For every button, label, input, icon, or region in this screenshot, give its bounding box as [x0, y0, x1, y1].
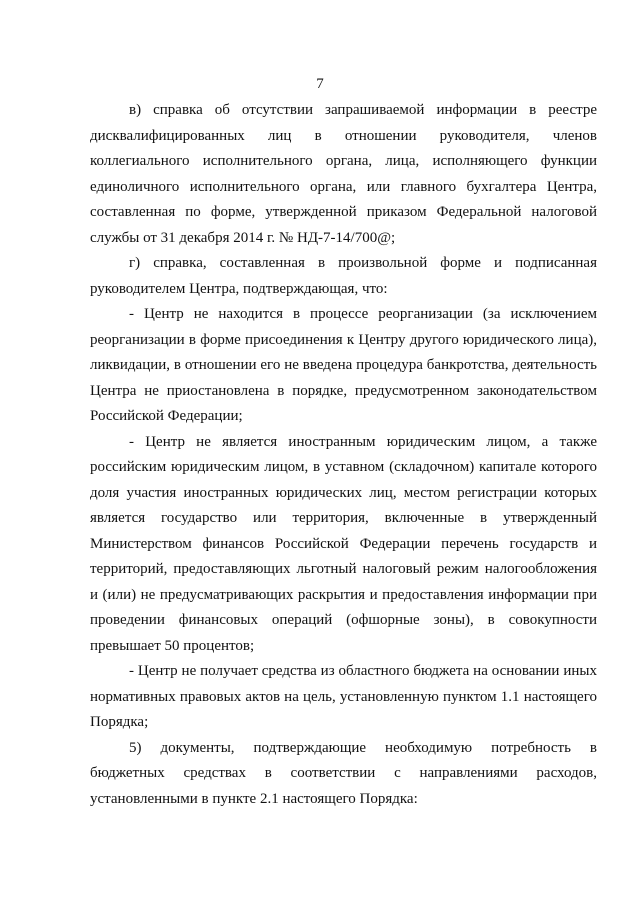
paragraph-item-g: г) справка, составленная в произвольной форме и подписанная руководителем Центра, подтверждающая, что: [90, 255, 597, 297]
paragraph-item-5: 5) документы, подтверждающие необходимую потребность в бюджетных средствах в соответствии с направлениями расходов, установленными в пункте 2.1 настоящего Порядка: [90, 739, 597, 807]
paragraph-bullet-foreign-entity: - Центр не является иностранным юридическим лицом, а также российским юридическим лицом, в уставном (складочном) капитале которого доля участия иностранных юридических лиц, местом регистрации которых является государство или территория, включенные в утвержденный Министерством финансов Российской Федерации перечень государств и территорий, предоставляющих льготный налоговый режим налогообложения и (или) не предусматривающих раскрытия и предоставления информации при проведении финансовых операций (офшорные зоны), в совокупности превышает 50 процентов; [90, 433, 597, 654]
document-body [90, 98, 597, 812]
paragraph-item-v: в) справка об отсутствии запрашиваемой информации в реестре дисквалифицированных лиц в отношении руководителя, членов коллегиального исполнительного органа, лица, исполняющего функции единоличного исполнительного органа, или главного бухгалтера Центра, составленная по форме, утвержденной приказом Федеральной налоговой службы от 31 декабря 2014 г. № НД-7-14/700@; [90, 102, 597, 246]
page-number: 7 [316, 76, 324, 92]
paragraph-bullet-regional-budget: - Центр не получает средства из областного бюджета на основании иных нормативных правовых актов на цель, установленную пунктом 1.1 настоящего Порядка; [90, 663, 597, 730]
paragraph-bullet-reorganization: - Центр не находится в процессе реорганизации (за исключением реорганизации в форме присоединения к Центру другого юридического лица), ликвидации, в отношении его не введена процедура банкротства, деятельность Центра не приостановлена в порядке, предусмотренном законодательством Российской Федерации; [90, 306, 597, 424]
